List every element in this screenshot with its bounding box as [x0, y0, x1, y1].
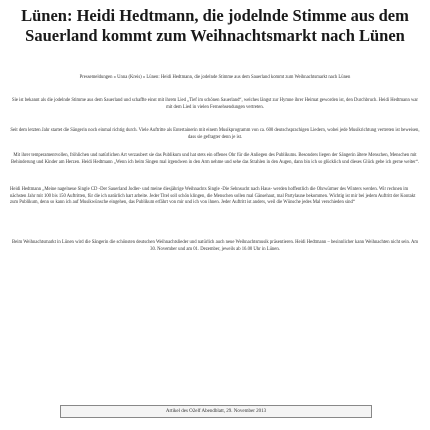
- source-box: Artikel des O2elf Abendblatt, 29. November 2013: [60, 405, 372, 418]
- paragraph-5: Beim Weihnachtsmarkt in Lünen wird die Sängerin die schönsten deutschen Weihnachtslieder und natürlich auch neue Weihnachtsmusik präsentieren. Heidi Hedtmann – besinnlicher kann Weihnachten nicht sein. Am 30. November und am 01. Dezember, jeweils ab 16.00 Uhr in Lünen.: [12, 240, 418, 252]
- page-title: Lünen: Heidi Hedtmann, die jodelnde Stimme aus dem Sauerland kommt zum Weihnachtsmarkt nach Lünen: [21, 6, 409, 45]
- paragraph-1: Sie ist bekannt als die jodelnde Stimme aus dem Sauerland und schaffte einst mit ihrem Lied „Tief im schönen Sauerland“, welches längst zur Hymne ihrer Heimat geworden ist, den Durchbruch. Heidi Hedtmann war mit dem Lied in vielen Fernsehsendungen vertreten.: [11, 98, 418, 110]
- paragraph-3: Mit ihrer temperamentvollen, fröhlichen und natürlichen Art verzaubert sie das Publikum und hat stets ein offenes Ohr für die Anliegen des Publikums. Besonders liegen der Sängerin ältere Menschen, Menschen mit Behinderung und Kinder am Herzen. Heidi Hedtmann „Wenn ich beim Singen mal irgendwen in den Arm nehme und sehe das Strahlen in den Augen, dann bin ich so glücklich und dieses Glück gebe ich gerne weiter“.: [10, 153, 420, 165]
- breadcrumb[interactable]: Pressemeldungen » Unna (Kreis) » Lünen: Heidi Hedtmann, die jodelnde Stimme aus dem Sauerland kommt zum Weihnachtsmarkt nach Lünen: [79, 75, 351, 80]
- paragraph-4: Heidi Hedtmann „Meine nagelneue Single CD -Der Sauerland Jodler- und meine diesjährige Weihnachts Single -Die Sehnsucht nach Haus- werden hoffentlich die Ohrwürmer des Winters werden. Wir rechnen im nächsten Jahr mit 100 bis 150 Auftritten, für die ich natürlich hart arbeite. Jeder Titel soll schön klingen, die Menschen sollen mal Gänsehaut, mal Partylaune bekommen. Wichtig ist mir bei jedem Auftritt der Kontakt zum Publikum, denn so kann ich auf Musikwünsche eingehen, das Publikum erfährt von mir und ich von ihnen. Jeder Auftritt ist anders, weil die Wünsche jedes Mal verschieden sind“: [10, 187, 416, 206]
- paragraph-2: Seit dem letzten Jahr startet die Sängerin noch einmal richtig durch. Viele Auftritte als Entertainerin mit einem Musikprogramm von ca. 600 deutschsprachigen Liedern, wobei jede Musikrichtung vertreten ist beweisen, dass sie gefragter denn je ist.: [10, 128, 420, 140]
